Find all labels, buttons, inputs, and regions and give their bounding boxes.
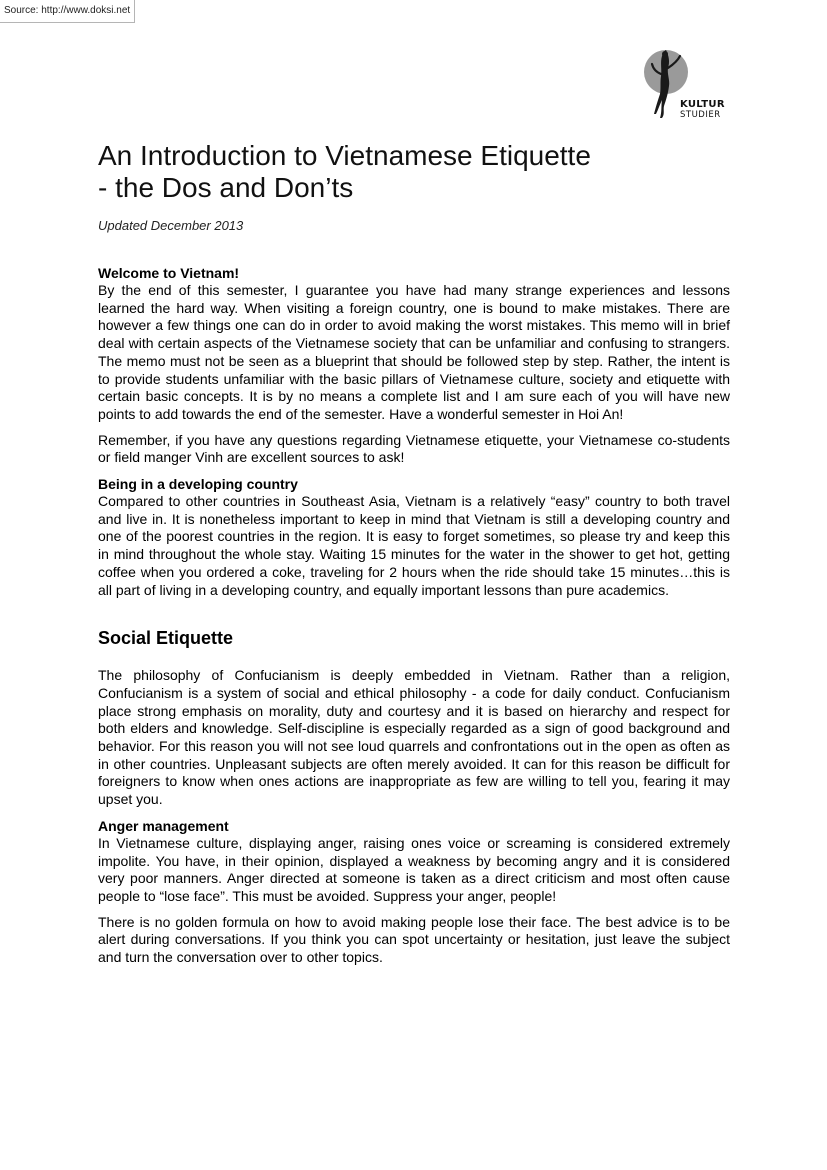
document-title <box>98 140 730 204</box>
anger-management-heading: Anger management <box>98 817 229 834</box>
anger-management-paragraph-1: In Vietnamese culture, displaying anger, raising ones voice or screaming is considered extremely impolite. You have, in their opinion, displayed a weakness by becoming angry and it is considered very poor manners. Anger directed at someone is taken as a direct criticism and most often cause people to “lose face”. This must be avoided. Suppress your anger, people! <box>98 834 730 904</box>
welcome-paragraph-2: Remember, if you have any questions regarding Vietnamese etiquette, your Vietnamese co-students or field manger Vinh are excellent sources to ask! <box>98 431 730 466</box>
logo-line2: STUDIER <box>680 110 721 120</box>
welcome-heading: Welcome to Vietnam! <box>98 265 240 281</box>
updated-date: Updated December 2013 <box>98 218 244 233</box>
logo-line1: KULTUR <box>680 99 725 110</box>
title-line2: - the Dos and Don’ts <box>98 172 354 203</box>
title-line1: An Introduction to Vietnamese Etiquette <box>98 140 591 171</box>
developing-country-paragraph: Compared to other countries in Southeast Asia, Vietnam is a relatively “easy” country to both travel and live in. It is nonetheless important to keep in mind that Vietnam is still a developing country and one of the poorest countries in the region. It is easy to forget sometimes, so please try and keep this in mind throughout the whole stay. Waiting 15 minutes for the water in the shower to get hot, getting coffee when you ordered a coke, traveling for 2 hours when the ride should take 15 minutes…this is all part of living in a developing country, and equally important lessons than pure academics. <box>98 493 730 598</box>
anger-management-paragraph-2: There is no golden formula on how to avoid making people lose their face. The best advice is to be alert during conversations. If you think you can spot uncertainty or hesitation, just leave the subject and turn the conversation over to other topics. <box>98 913 730 966</box>
document-body <box>98 140 730 967</box>
kultur-studier-logo <box>644 44 734 124</box>
source-label: Source: http://www.doksi.net <box>0 0 135 23</box>
developing-country-heading: Being in a developing country <box>98 476 298 493</box>
social-etiquette-paragraph: The philosophy of Confucianism is deeply embedded in Vietnam. Rather than a religion, Confucianism is a system of social and ethical philosophy - a code for daily conduct. Confucianism place strong emphasis on morality, duty and courtesy and it is based on hierarchy and respect for both elders and knowledge. Self-discipline is especially regarded as a sign of good background and behavior. For this reason you will not see loud quarrels and confrontations out in the open as often as in other countries. Unpleasant subjects are often merely avoided. It can for this reason be difficult for foreigners to know when ones actions are inappropriate as few are willing to tell you, fearing it may upset you. <box>98 667 730 808</box>
welcome-paragraph-1: By the end of this semester, I guarantee you have had many strange experiences and lessons learned the hard way. When visiting a foreign country, one is bound to make mistakes. There are however a few things one can do in order to avoid making the worst mistakes. This memo will in brief deal with certain aspects of the Vietnamese society that can be unfamiliar and confusing to strangers. The memo must not be seen as a blueprint that should be followed step by step. Rather, the intent is to provide students unfamiliar with the basic pillars of Vietnamese culture, society and etiquette with certain basic concepts. It is by no means a complete list and I am sure each of you will have new points to add towards the end of the semester. Have a wonderful semester in Hoi An! <box>98 282 730 422</box>
social-etiquette-heading: Social Etiquette <box>98 628 234 649</box>
